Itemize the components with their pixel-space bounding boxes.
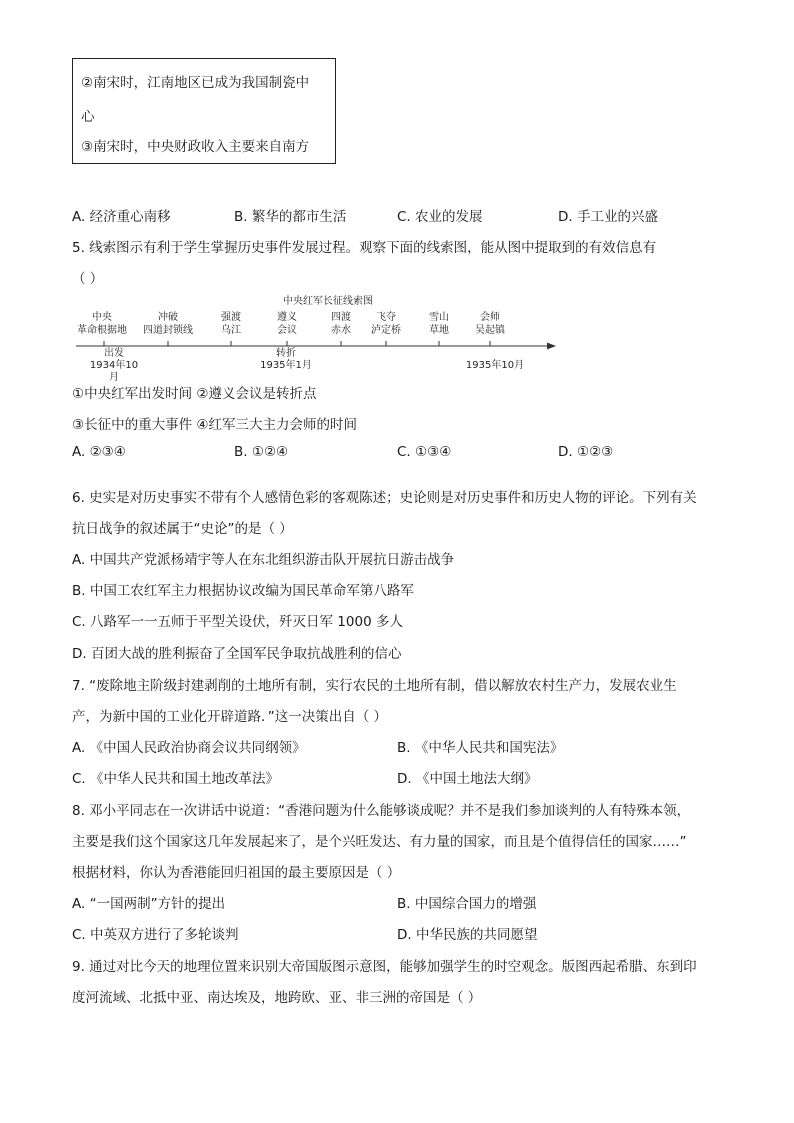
statement-line: ③南宋时，中央财政收入主要来自南方 xyxy=(81,139,310,155)
q4-option-c[interactable]: C. 农业的发展 xyxy=(397,209,483,225)
q6-option-a[interactable]: A. 中国共产党派杨靖宇等人在东北组织游击队开展抗日游击战争 xyxy=(72,552,455,568)
q5-info-line: ①中央红军出发时间 ②遵义会议是转折点 xyxy=(72,386,317,402)
timeline-turning-point: 转折 1935年1月 xyxy=(260,348,312,371)
timeline-event: 强渡 乌江 xyxy=(221,312,241,336)
q8-option-b[interactable]: B. 中国综合国力的增强 xyxy=(397,896,537,912)
timeline-event: 中央 革命根据地 xyxy=(77,312,127,336)
timeline-title: 中央红军长征线索图 xyxy=(283,296,373,307)
q6-option-d[interactable]: D. 百团大战的胜利振奋了全国军民争取抗战胜利的信心 xyxy=(72,646,402,662)
q9-stem: 度河流域、北抵中亚、南达埃及，地跨欧、亚、非三洲的帝国是（ ） xyxy=(72,990,482,1006)
timeline-event: 会师 吴起镇 xyxy=(475,312,505,336)
q5-stem: 5. 线索图示有利于学生掌握历史事件发展过程。观察下面的线索图，能从图中提取到的有效信息有 xyxy=(72,240,657,256)
statement-line: 心 xyxy=(81,109,95,125)
timeline-end: 1935年10月 xyxy=(465,360,525,371)
timeline-event: 飞夺 泸定桥 xyxy=(371,312,401,336)
q7-option-c[interactable]: C. 《中华人民共和国土地改革法》 xyxy=(72,771,280,787)
q5-info-line: ③长征中的重大事件 ④红军三大主力会师的时间 xyxy=(72,417,357,433)
q8-option-d[interactable]: D. 中华民族的共同愿望 xyxy=(397,927,538,943)
q6-option-c[interactable]: C. 八路军一一五师于平型关设伏，歼灭日军 1000 多人 xyxy=(72,614,403,630)
q4-option-b[interactable]: B. 繁华的都市生活 xyxy=(234,209,347,225)
timeline-event: 四渡 赤水 xyxy=(331,312,351,336)
q5-option-b[interactable]: B. ①②④ xyxy=(234,444,289,460)
q4-option-d[interactable]: D. 手工业的兴盛 xyxy=(558,209,658,225)
q6-stem: 6. 史实是对历史事实不带有个人感情色彩的客观陈述；史论则是对历史事件和历史人物的评论。下列有关 xyxy=(72,490,697,506)
q5-option-d[interactable]: D. ①②③ xyxy=(558,444,614,460)
q9-stem: 9. 通过对比今天的地理位置来识别大帝国版图示意图，能够加强学生的时空观念。版图西起希腊、东到印 xyxy=(72,959,697,975)
q8-stem: 根据材料，你认为香港能回归祖国的最主要原因是（ ） xyxy=(72,865,401,881)
q5-option-c[interactable]: C. ①③④ xyxy=(397,444,452,460)
q5-stem-blank: （ ） xyxy=(72,271,104,287)
statement-line: ②南宋时，江南地区已成为我国制瓷中 xyxy=(81,75,310,91)
q6-option-b[interactable]: B. 中国工农红军主力根据协议改编为国民革命军第八路军 xyxy=(72,583,414,599)
timeline-event: 冲破 四道封锁线 xyxy=(143,312,193,336)
q8-stem: 8. 邓小平同志在一次讲话中说道：“香港问题为什么能够谈成呢？并不是我们参加谈判的人有特殊本领， xyxy=(72,803,691,819)
q7-option-b[interactable]: B. 《中华人民共和国宪法》 xyxy=(397,740,564,756)
q8-stem: 主要是我们这个国家这几年发展起来了，是个兴旺发达、有力量的国家，而且是个值得信任的国家……” xyxy=(72,834,687,850)
q5-option-a[interactable]: A. ②③④ xyxy=(72,444,126,460)
q8-option-c[interactable]: C. 中英双方进行了多轮谈判 xyxy=(72,927,239,943)
q6-stem: 抗日战争的叙述属于“史论”的是（ ） xyxy=(72,521,293,537)
timeline-event: 遵义 会议 xyxy=(277,312,297,336)
timeline-event: 雪山 草地 xyxy=(429,312,449,336)
timeline-start: 出发 1934年10月 xyxy=(89,348,139,383)
q7-stem: 7. “废除地主阶级封建剥削的土地所有制，实行农民的土地所有制，借以解放农村生产力，发展农业生 xyxy=(72,678,677,694)
q7-option-d[interactable]: D. 《中国土地法大纲》 xyxy=(397,771,538,787)
q7-option-a[interactable]: A. 《中国人民政治协商会议共同纲领》 xyxy=(72,740,306,756)
statement-box xyxy=(72,58,336,164)
q7-stem: 产，为新中国的工业化开辟道路．”这一决策出自（ ） xyxy=(72,709,388,725)
q4-option-a[interactable]: A. 经济重心南移 xyxy=(72,209,171,225)
q8-option-a[interactable]: A. “一国两制”方针的提出 xyxy=(72,896,226,912)
long-march-timeline xyxy=(70,290,570,383)
